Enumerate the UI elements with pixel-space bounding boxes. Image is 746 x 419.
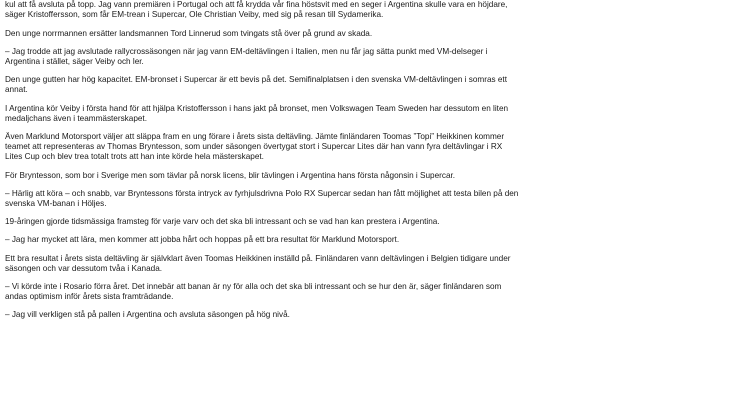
paragraph: – Jag trodde att jag avslutade rallycrossäsongen när jag vann EM-deltävlingen i Italien, men nu får jag sätta punkt med VM-delseger i Argentina i stället, säger Veiby och ler. bbox=[5, 46, 488, 67]
paragraph: – Jag vill verkligen stå på pallen i Argentina och avsluta säsongen på hög nivå. bbox=[5, 310, 290, 320]
article-body bbox=[5, 0, 695, 329]
paragraph: Den unge norrmannen ersätter landsmannen Tord Linnerud som tvingats stå över på grund av skada. bbox=[5, 28, 373, 38]
paragraph: För Bryntesson, som bor i Sverige men som tävlar på norsk licens, blir tävlingen i Argentina hans första någonsin i Supercar. bbox=[5, 170, 456, 180]
paragraph: I Argentina kör Veiby i första hand för att hjälpa Kristoffersson i hans jakt på bronset, men Volkswagen Team Sweden har dessutom en liten medaljchans även i teammästerskapet. bbox=[5, 103, 509, 123]
paragraph: 19-åringen gjorde tidsmässiga framsteg för varje varv och det ska bli intressant och se vad han kan prestera i Argentina. bbox=[5, 217, 440, 227]
paragraph: – Vi körde inte i Rosario förra året. Det innebär att banan är ny för alla och det ska bli intressant och se hur den är, säger finländaren som andas optimism inför årets sista framträdande. bbox=[5, 282, 502, 302]
paragraph: kul att få avsluta på topp. Jag vann premiären i Portugal och att få krydda vår fina höstsvit med en seger i Argentina skulle vara en höjdare, säger Kristoffersson, som får EM-trean i Supercar, Ole Christian Veiby, med sig på resan till Sydamerika. bbox=[5, 0, 508, 20]
paragraph: Även Marklund Motorsport väljer att släppa fram en ung förare i årets sista deltävling. Jämte finländaren Toomas ”Topi” Heikkinen kommer teamet att representeras av Thomas Bryntesson, som under säsongen övertygat stort i Supercar Lites där han vann fyra deltävlingar i RX Lites Cup och blev trea totalt trots att han inte körde hela mästerskapet. bbox=[5, 132, 505, 162]
paragraph: Den unge gutten har hög kapacitet. EM-bronset i Supercar är ett bevis på det. Semifinalplatsen i den svenska VM-deltävlingen i somras ett annat. bbox=[5, 75, 507, 95]
paragraph: – Jag har mycket att lära, men kommer att jobba hårt och hoppas på ett bra resultat för Marklund Motorsport. bbox=[5, 235, 400, 245]
paragraph: Ett bra resultat i årets sista deltävling är självklart även Toomas Heikkinen inställd på. Finländaren vann deltävlingen i Belgien tidigare under säsongen och var dessutom tvåa i Kanada. bbox=[5, 253, 511, 273]
paragraph: – Härlig att köra – och snabb, var Bryntessons första intryck av fyrhjulsdrivna Polo RX Supercar sedan han fått möjlighet att testa bilen på den svenska VM-banan i Höljes. bbox=[5, 188, 519, 209]
